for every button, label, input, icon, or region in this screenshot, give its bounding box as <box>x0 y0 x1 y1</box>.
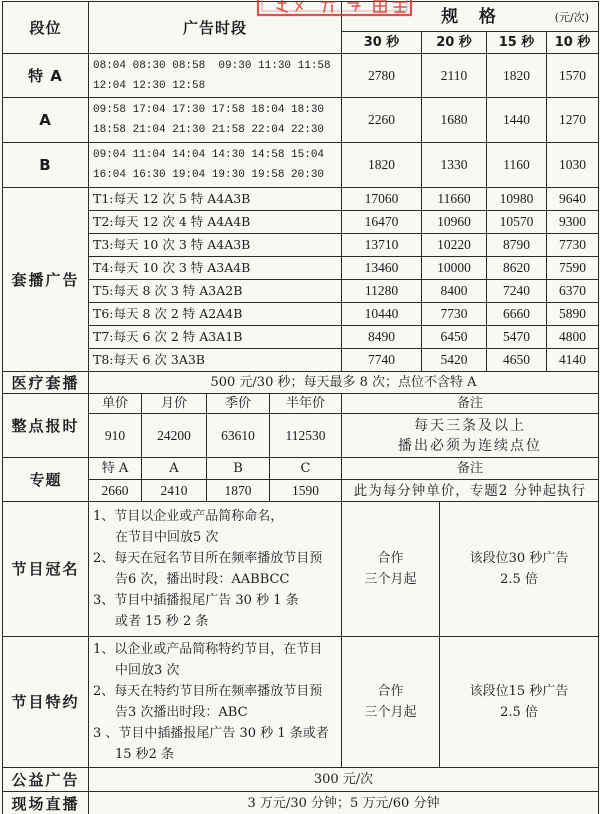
segment-label: 特 A <box>3 54 89 98</box>
price-20s: 11660 <box>422 188 487 211</box>
price-15s: 4650 <box>487 349 547 372</box>
package-desc: T1:每天 12 次 5 特 A4A3B <box>89 188 342 211</box>
duration-15s: 15 秒 <box>487 32 547 54</box>
special-sponsor-cooperation <box>342 637 440 768</box>
title-sponsor-label: 节目冠名 <box>3 502 89 637</box>
package-desc: T5:每天 8 次 3 特 A3A2B <box>89 280 342 303</box>
title-sponsor-terms <box>89 502 342 637</box>
misc-table <box>2 767 599 814</box>
price-30s: 7740 <box>342 349 422 372</box>
time-line: 09:58 17:04 17:30 17:58 18:04 18:30 <box>93 104 325 116</box>
hourly-header-unit-price: 单价 <box>89 394 142 414</box>
price-30s: 17060 <box>342 188 422 211</box>
price-15s: 1160 <box>487 143 547 188</box>
price-10s: 7730 <box>547 234 599 257</box>
price-30s: 13460 <box>342 257 422 280</box>
public-ad-row <box>3 768 599 792</box>
hourly-label: 整点报时 <box>3 394 89 458</box>
header-segment: 段位 <box>3 2 89 54</box>
term-line: 1、以企业或产品简称特约节目，在节目 <box>93 642 323 657</box>
rate-line: 该段位30 秒广告 <box>469 551 569 566</box>
live-text: 3 万元/30 分钟；5 万元/60 分钟 <box>89 792 599 814</box>
live-label: 现场直播 <box>3 792 89 814</box>
rate-card-sheet <box>2 1 598 814</box>
cooperation-line: 三个月起 <box>364 572 417 587</box>
price-15s: 7240 <box>487 280 547 303</box>
term-line: 3、节目中插播报尾广告 30 秒 1 条 <box>93 593 299 608</box>
special-price-c: 1590 <box>270 480 342 502</box>
term-line: 中回放3 次 <box>115 663 180 678</box>
price-30s: 16470 <box>342 211 422 234</box>
cooperation-line: 合作 <box>377 551 404 566</box>
medical-package-table <box>2 371 599 394</box>
special-header-note: 备注 <box>342 458 599 480</box>
medical-row <box>3 372 599 394</box>
price-10s: 1570 <box>547 54 599 98</box>
term-line: 或者 15 秒 2 条 <box>115 614 209 629</box>
special-header-row <box>3 458 599 480</box>
hourly-header-note: 备注 <box>342 394 599 414</box>
price-10s: 1270 <box>547 98 599 143</box>
medical-label: 医疗套播 <box>3 372 89 394</box>
title-sponsor-row <box>3 502 599 637</box>
duration-30s: 30 秒 <box>342 32 422 54</box>
time-line: 16:04 16:30 19:04 19:30 19:58 20:30 <box>93 169 325 181</box>
term-line: 3 、节目中插播报尾广告 30 秒 1 条或者 <box>93 726 329 741</box>
package-desc: T8:每天 6 次 3A3B <box>89 349 342 372</box>
hourly-unit-price: 910 <box>89 414 142 458</box>
special-price-b: 1870 <box>207 480 270 502</box>
package-desc: T3:每天 10 次 3 特 A4A3B <box>89 234 342 257</box>
price-20s: 5420 <box>422 349 487 372</box>
title-sponsor-rate <box>440 502 599 637</box>
price-15s: 8620 <box>487 257 547 280</box>
hourly-note-line: 播出必须为连续点位 <box>398 437 542 454</box>
special-values-row <box>3 480 599 502</box>
special-header-b: B <box>207 458 270 480</box>
price-15s: 5470 <box>487 326 547 349</box>
price-15s: 8790 <box>487 234 547 257</box>
segment-label: B <box>3 143 89 188</box>
header-spec-unit: (元/次) <box>554 10 590 24</box>
price-20s: 8400 <box>422 280 487 303</box>
price-10s: 1030 <box>547 143 599 188</box>
special-header-special-a: 特 A <box>89 458 142 480</box>
hourly-quarterly-price: 63610 <box>207 414 270 458</box>
package-row <box>3 234 599 257</box>
price-30s: 11280 <box>342 280 422 303</box>
segment-times <box>89 98 342 143</box>
price-30s: 1820 <box>342 143 422 188</box>
price-20s: 6450 <box>422 326 487 349</box>
package-desc: T2:每天 12 次 4 特 A4A4B <box>89 211 342 234</box>
package-row <box>3 326 599 349</box>
segment-label: A <box>3 98 89 143</box>
hourly-half-year-price: 112530 <box>270 414 342 458</box>
special-sponsor-rate <box>440 637 599 768</box>
duration-10s: 10 秒 <box>547 32 599 54</box>
hourly-monthly-price: 24200 <box>142 414 207 458</box>
term-line: 2、每天在特约节目所在频率播放节目预 <box>93 684 323 699</box>
price-20s: 1680 <box>422 98 487 143</box>
time-line: 09:04 11:04 14:04 14:30 14:58 15:04 <box>93 149 325 161</box>
price-10s: 7590 <box>547 257 599 280</box>
special-sponsor-row <box>3 637 599 768</box>
hourly-note-line: 每天三条及以上 <box>414 417 526 434</box>
term-line: 告6 次，播出时段：AABBCC <box>115 572 290 587</box>
package-row <box>3 257 599 280</box>
package-row <box>3 280 599 303</box>
time-line: 12:04 12:30 12:58 <box>93 79 206 92</box>
price-15s: 1820 <box>487 54 547 98</box>
price-15s: 6660 <box>487 303 547 326</box>
title-sponsor-cooperation <box>342 502 440 637</box>
header-timeslot: 广告时段 <box>89 2 342 54</box>
public-ad-label: 公益广告 <box>3 768 89 792</box>
price-10s: 9300 <box>547 211 599 234</box>
hourly-values-row <box>3 414 599 458</box>
term-line: 2、每天在冠名节目所在频率播放节目预 <box>93 551 323 566</box>
term-line: 在节目中回放5 次 <box>115 530 219 545</box>
package-row <box>3 303 599 326</box>
price-20s: 2110 <box>422 54 487 98</box>
segment-row <box>3 98 599 143</box>
price-15s: 1440 <box>487 98 547 143</box>
cooperation-line: 合作 <box>377 684 404 699</box>
segment-row <box>3 143 599 188</box>
hourly-header-half-year: 半年价 <box>270 394 342 414</box>
hourly-header-monthly: 月价 <box>142 394 207 414</box>
price-30s: 8490 <box>342 326 422 349</box>
segment-times <box>89 54 342 98</box>
package-row <box>3 349 599 372</box>
cooperation-line: 三个月起 <box>364 705 417 720</box>
price-15s: 10570 <box>487 211 547 234</box>
price-15s: 10980 <box>487 188 547 211</box>
package-label: 套播广告 <box>3 188 89 372</box>
hourly-special-table <box>2 393 599 502</box>
price-20s: 10000 <box>422 257 487 280</box>
price-30s: 2780 <box>342 54 422 98</box>
live-row <box>3 792 599 814</box>
special-header-a: A <box>142 458 207 480</box>
rate-line: 该段位15 秒广告 <box>469 684 569 699</box>
special-header-c: C <box>270 458 342 480</box>
term-line: 1、节目以企业或产品简称命名， <box>93 509 284 524</box>
segment-row <box>3 54 599 98</box>
package-row <box>3 188 599 211</box>
price-30s: 10440 <box>342 303 422 326</box>
red-stamp <box>256 0 414 18</box>
price-20s: 1330 <box>422 143 487 188</box>
package-desc: T6:每天 8 次 2 特 A2A4B <box>89 303 342 326</box>
rate-line: 2.5 倍 <box>500 705 538 720</box>
time-line: 08:04 08:30 08:58 09:30 11:30 11:58 <box>93 59 331 72</box>
hourly-header-quarterly: 季价 <box>207 394 270 414</box>
header-spec-title: 规 格 <box>441 6 499 27</box>
duration-20s: 20 秒 <box>422 32 487 54</box>
price-20s: 10220 <box>422 234 487 257</box>
rate-line: 2.5 倍 <box>500 572 538 587</box>
segment-times <box>89 143 342 188</box>
special-price-special-a: 2660 <box>89 480 142 502</box>
price-10s: 4800 <box>547 326 599 349</box>
price-10s: 6370 <box>547 280 599 303</box>
price-10s: 5890 <box>547 303 599 326</box>
special-sponsor-terms <box>89 637 342 768</box>
price-30s: 13710 <box>342 234 422 257</box>
rate-table-main <box>2 1 599 372</box>
hourly-note <box>342 414 599 458</box>
time-line: 18:58 21:04 21:30 21:58 22:04 22:30 <box>93 124 325 136</box>
medical-text: 500 元/30 秒；每天最多 8 次；点位不含特 A <box>89 372 599 394</box>
special-price-a: 2410 <box>142 480 207 502</box>
price-20s: 7730 <box>422 303 487 326</box>
price-10s: 9640 <box>547 188 599 211</box>
price-20s: 10960 <box>422 211 487 234</box>
package-desc: T4:每天 10 次 3 特 A3A4B <box>89 257 342 280</box>
special-sponsor-label: 节目特约 <box>3 637 89 768</box>
package-desc: T7:每天 6 次 2 特 A3A1B <box>89 326 342 349</box>
public-ad-text: 300 元/次 <box>89 768 599 792</box>
special-label: 专题 <box>3 458 89 502</box>
special-note: 此为每分钟单价，专题2 分钟起执行 <box>342 480 599 502</box>
package-row <box>3 211 599 234</box>
price-30s: 2260 <box>342 98 422 143</box>
price-10s: 4140 <box>547 349 599 372</box>
hourly-header-row <box>3 394 599 414</box>
term-line: 15 秒2 条 <box>115 747 175 762</box>
term-line: 告3 次播出时段：ABC <box>115 705 248 720</box>
sponsorship-table <box>2 501 599 768</box>
